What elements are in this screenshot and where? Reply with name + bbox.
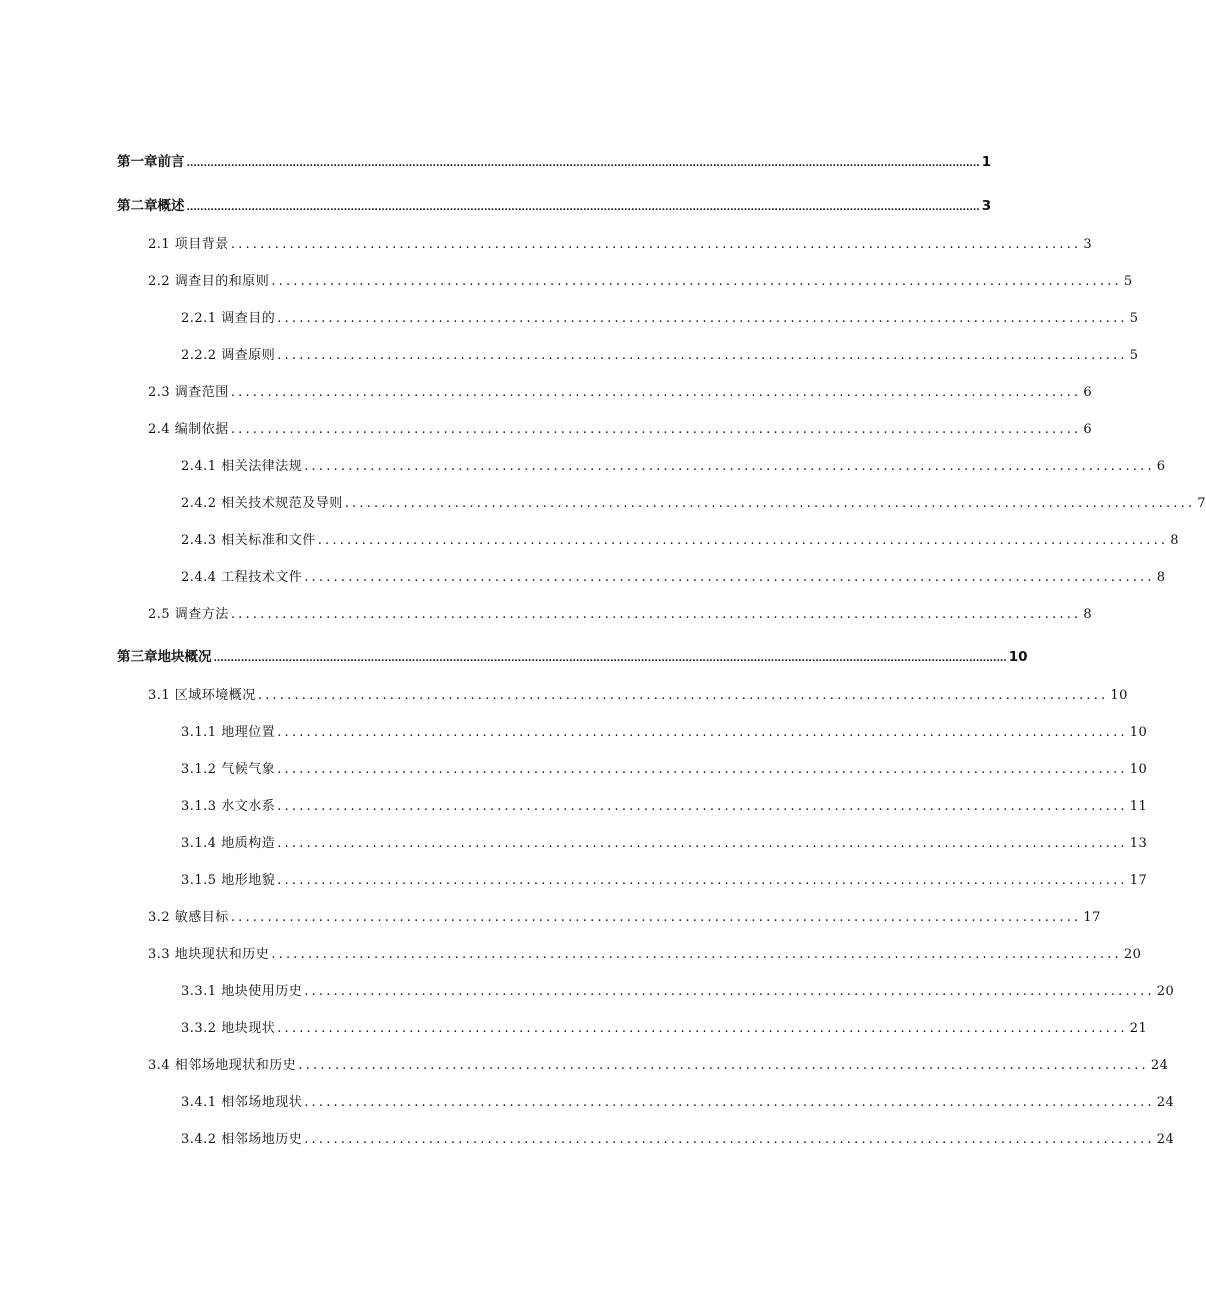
dot-leader: ....................................................................................................................	[271, 274, 1122, 289]
toc-entry[interactable]	[148, 906, 1101, 925]
toc-entry[interactable]	[148, 270, 1133, 289]
toc-entry-page: 24	[1150, 1058, 1169, 1073]
toc-entry-title: 2.4.4 工程技术文件	[181, 570, 303, 585]
toc-entry-title: 2.5 调查方法	[148, 607, 229, 622]
dot-leader: ....................................................................................................................	[304, 1132, 1155, 1147]
dot-leader: ....................................................................................................................	[277, 762, 1128, 777]
toc-entry[interactable]	[181, 758, 1148, 777]
toc-entry-title: 3.1 区域环境概况	[148, 688, 256, 703]
toc-entry-page: 11	[1129, 799, 1148, 814]
dot-leader: ....................................................................................................................	[230, 422, 1082, 437]
toc-entry[interactable]	[148, 233, 1093, 252]
toc-entry-page: 7	[1197, 496, 1206, 511]
toc-entry-page: 13	[1129, 836, 1148, 851]
toc-entry[interactable]	[148, 418, 1093, 437]
toc-entry-title: 3.1.2 气候气象	[181, 762, 276, 777]
dot-leader: ....................................................................................................................	[277, 873, 1128, 888]
dot-leader: ....................................................................................................................	[304, 984, 1155, 999]
toc-entry-title: 3.3.2 地块现状	[181, 1021, 276, 1036]
toc-entry[interactable]	[117, 150, 992, 170]
toc-entry-title: 2.4.3 相关标准和文件	[181, 533, 316, 548]
dot-leader: ....................................................................................................................	[277, 799, 1128, 814]
toc-entry-page: 5	[1129, 348, 1139, 363]
toc-entry[interactable]	[148, 603, 1093, 622]
toc-entry[interactable]	[181, 344, 1139, 363]
toc-entry-title: 2.4.2 相关技术规范及导则	[181, 496, 343, 511]
toc-entry-page: 24	[1156, 1132, 1175, 1147]
toc-entry-page: 24	[1156, 1095, 1175, 1110]
toc-entry[interactable]	[181, 307, 1139, 326]
toc-entry[interactable]	[181, 455, 1166, 474]
toc-entry-page: 8	[1156, 570, 1166, 585]
toc-entry-page: 21	[1129, 1021, 1148, 1036]
dot-leader: ....................................................................................................................	[298, 1058, 1149, 1073]
toc-entry-page: 10	[1110, 688, 1128, 703]
toc-entry[interactable]	[181, 1128, 1175, 1147]
dot-leader: ....................................................................................................................	[277, 348, 1128, 363]
toc-entry-title: 3.4 相邻场地现状和历史	[148, 1058, 297, 1073]
toc-entry-page: 3	[981, 198, 992, 214]
toc-entry-page: 3	[1083, 237, 1093, 252]
dot-leader: ....................................................................................................................	[230, 910, 1082, 925]
toc-entry-page: 8	[1170, 533, 1180, 548]
toc-entry-title: 3.4.1 相邻场地现状	[181, 1095, 303, 1110]
dot-leader: ....................................................................................................................	[230, 385, 1082, 400]
dot-leader: ....................................................................................................................	[344, 496, 1196, 511]
toc-entry[interactable]	[181, 492, 1206, 511]
toc-entry-title: 3.3 地块现状和历史	[148, 947, 270, 962]
dot-leader: ....................................................................................................................	[277, 725, 1128, 740]
toc-entry-page: 17	[1129, 873, 1148, 888]
dot-leader: ....................................................................................................................	[230, 607, 1082, 622]
toc-entry-page: 8	[1083, 607, 1093, 622]
toc-entry[interactable]	[181, 1017, 1148, 1036]
toc-entry-title: 第一章前言	[117, 154, 185, 170]
toc-entry[interactable]	[148, 1054, 1169, 1073]
toc-entry-title: 2.3 调查范围	[148, 385, 229, 400]
dot-leader: ....................................................................................................................	[277, 1021, 1128, 1036]
toc-entry-title: 3.1.4 地质构造	[181, 836, 276, 851]
dot-leader: ........................................................................................................................................................................................................................................	[186, 203, 980, 213]
toc-entry-page: 1	[981, 154, 992, 170]
toc-entry-title: 第二章概述	[117, 198, 185, 214]
toc-entry-page: 10	[1129, 725, 1148, 740]
toc-entry-page: 5	[1123, 274, 1133, 289]
toc-entry-page: 6	[1156, 459, 1166, 474]
toc-entry[interactable]	[181, 795, 1148, 814]
toc-entry-page: 6	[1083, 385, 1093, 400]
toc-entry[interactable]	[148, 381, 1093, 400]
toc-entry-page: 5	[1129, 311, 1139, 326]
toc-entry-title: 2.2.2 调查原则	[181, 348, 276, 363]
dot-leader: ....................................................................................................................	[317, 533, 1169, 548]
toc-entry[interactable]	[181, 832, 1148, 851]
toc-entry[interactable]	[181, 980, 1175, 999]
toc-entry[interactable]	[181, 529, 1180, 548]
toc-entry[interactable]	[181, 721, 1148, 740]
toc-entry[interactable]	[148, 943, 1142, 962]
toc-entry-page: 10	[1129, 762, 1148, 777]
toc-entry-page: 20	[1156, 984, 1175, 999]
toc-entry-title: 2.4 编制依据	[148, 422, 229, 437]
toc-entry[interactable]	[181, 1091, 1175, 1110]
dot-leader: ........................................................................................................................................................................................................................................	[213, 654, 1007, 664]
toc-entry-title: 2.2.1 调查目的	[181, 311, 276, 326]
toc-entry[interactable]	[117, 645, 1028, 665]
toc-entry-title: 3.1.1 地理位置	[181, 725, 276, 740]
toc-entry[interactable]	[181, 566, 1166, 585]
toc-entry-title: 第三章地块概况	[117, 649, 212, 665]
toc-entry-title: 3.3.1 地块使用历史	[181, 984, 303, 999]
toc-entry-title: 2.2 调查目的和原则	[148, 274, 270, 289]
toc-entry-title: 3.1.5 地形地貌	[181, 873, 276, 888]
dot-leader: ....................................................................................................................	[230, 237, 1082, 252]
toc-entry-title: 2.4.1 相关法律法规	[181, 459, 303, 474]
toc-entry[interactable]	[148, 684, 1128, 703]
toc-entry-title: 3.4.2 相邻场地历史	[181, 1132, 303, 1147]
toc-entry-title: 3.1.3 水文水系	[181, 799, 276, 814]
toc-entry-page: 10	[1008, 649, 1028, 665]
dot-leader: ....................................................................................................................	[304, 570, 1155, 585]
toc-entry[interactable]	[117, 194, 992, 214]
dot-leader: ........................................................................................................................................................................................................................................	[186, 159, 980, 169]
dot-leader: ....................................................................................................................	[277, 311, 1128, 326]
toc-entry-page: 6	[1083, 422, 1093, 437]
toc-entry-title: 2.1 项目背景	[148, 237, 229, 252]
dot-leader: ....................................................................................................................	[304, 1095, 1155, 1110]
dot-leader: ....................................................................................................................	[304, 459, 1155, 474]
dot-leader: ....................................................................................................................	[257, 688, 1109, 703]
toc-entry-page: 17	[1083, 910, 1101, 925]
dot-leader: ....................................................................................................................	[271, 947, 1122, 962]
toc-entry-page: 20	[1123, 947, 1142, 962]
toc-entry-title: 3.2 敏感目标	[148, 910, 229, 925]
toc-entry[interactable]	[181, 869, 1148, 888]
dot-leader: ....................................................................................................................	[277, 836, 1128, 851]
